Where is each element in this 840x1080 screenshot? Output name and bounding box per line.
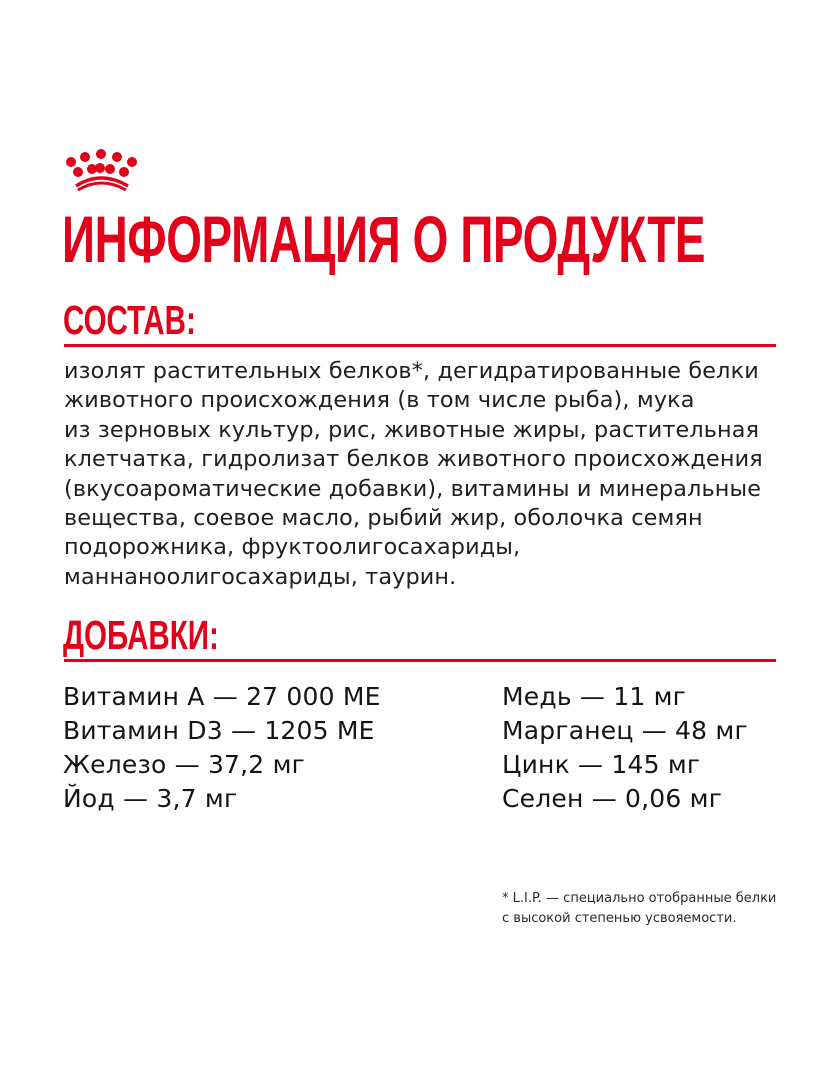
composition-line: животного происхождения (в том числе рыба), мука	[64, 387, 695, 414]
page-title: ИНФОРМАЦИЯ О ПРОДУКТЕ	[62, 202, 706, 276]
additive-item: Цинк — 145 мг	[502, 750, 701, 779]
composition-line: вещества, соевое масло, рыбий жир, оболочка семян	[64, 505, 703, 532]
additive-item: Витамин D3 — 1205 МЕ	[63, 716, 375, 745]
composition-line: изолят растительных белков*, дегидратированные белки	[64, 358, 759, 384]
composition-line: (вкусоароматические добавки), витамины и минеральные	[64, 475, 762, 502]
additives-divider	[64, 659, 776, 662]
additive-item: Железо — 37,2 мг	[63, 750, 305, 779]
crown-icon	[64, 148, 140, 192]
composition-line: из зерновых культур, рис, животные жиры, растительная	[64, 416, 760, 443]
additives-heading: ДОБАВКИ:	[63, 612, 219, 658]
composition-heading: СОСТАВ:	[63, 297, 196, 343]
additive-item: Марганец — 48 мг	[502, 716, 748, 745]
composition-divider	[64, 344, 776, 347]
footnote-line: с высокой степенью усвояемости.	[502, 911, 737, 926]
additive-item: Медь — 11 мг	[502, 682, 687, 711]
composition-line: маннаноолигосахариды, таурин.	[64, 563, 457, 590]
footnote-line: * L.I.P. — специально отобранные белки	[502, 891, 777, 906]
footnote	[502, 889, 776, 929]
additives-list-right	[502, 680, 748, 816]
additive-item: Селен — 0,06 мг	[502, 784, 723, 813]
additive-item: Витамин А — 27 000 МЕ	[63, 682, 381, 711]
additive-item: Йод — 3,7 мг	[63, 784, 238, 813]
composition-text	[64, 357, 804, 592]
composition-line: клетчатка, гидролизат белков животного происхождения	[64, 446, 763, 473]
composition-line: подорожника, фруктоолигосахариды,	[64, 534, 521, 561]
additives-list-left	[63, 680, 381, 816]
